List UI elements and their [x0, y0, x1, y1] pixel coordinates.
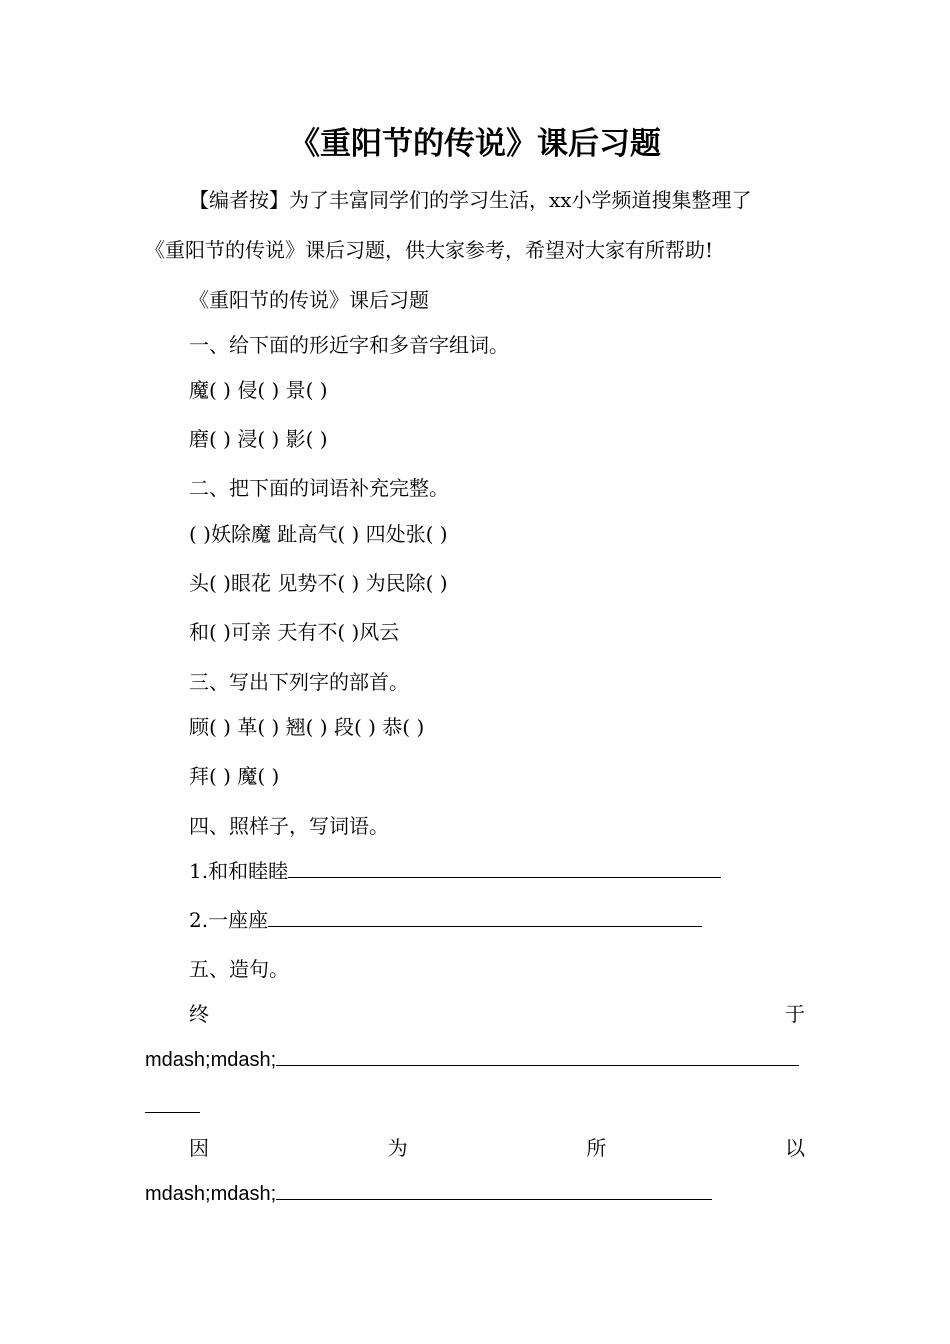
- answer-blank[interactable]: [268, 908, 702, 927]
- section1-row-2: 磨( ) 浸( ) 影( ): [189, 427, 328, 451]
- sentence-2-prompt: [189, 1136, 805, 1161]
- section5-heading: 五、造句。: [189, 957, 289, 981]
- answer-blank[interactable]: [288, 859, 721, 878]
- section2-heading: 二、把下面的词语补充完整。: [189, 476, 449, 500]
- sentence-2-line: [145, 1181, 712, 1207]
- sentence-2-char-1: 因: [189, 1136, 209, 1160]
- section3-row-1: 顾( ) 革( ) 翘( ) 段( ) 恭( ): [189, 715, 425, 739]
- answer-blank[interactable]: [145, 1094, 200, 1113]
- answer-blank[interactable]: [276, 1047, 799, 1066]
- intro-line-1: 【编者按】为了丰富同学们的学习生活，xx小学频道搜集整理了: [189, 188, 752, 212]
- section3-heading: 三、写出下列字的部首。: [189, 670, 409, 694]
- sentence-2-char-3: 所: [586, 1136, 607, 1160]
- section1-heading: 一、给下面的形近字和多音字组词。: [189, 333, 509, 357]
- sentence-1-prompt: [189, 1002, 805, 1027]
- section4-item-2-text: 2.一座座: [189, 908, 269, 932]
- sentence-1-line: [145, 1047, 799, 1073]
- sentence-1-line-2: [145, 1094, 200, 1119]
- answer-blank[interactable]: [276, 1181, 712, 1200]
- section1-row-1: 魔( ) 侵( ) 景( ): [189, 378, 328, 402]
- subtitle: 《重阳节的传说》课后习题: [189, 288, 429, 312]
- section2-row-2: 头( )眼花 见势不( ) 为民除( ): [189, 571, 448, 595]
- section2-row-1: ( )妖除魔 趾高气( ) 四处张( ): [189, 522, 448, 546]
- section2-row-3: 和( )可亲 天有不( )风云: [189, 620, 400, 644]
- sentence-1-dashes: mdash;mdash;: [145, 1049, 277, 1071]
- sentence-2-char-4: 以: [784, 1136, 805, 1160]
- sentence-2-char-2: 为: [387, 1136, 408, 1160]
- section4-item-1-text: 1.和和睦睦: [189, 859, 289, 883]
- section4-item-1: [189, 859, 721, 884]
- section4-heading: 四、照样子，写词语。: [189, 814, 389, 838]
- section4-item-2: [189, 908, 702, 933]
- sentence-2-dashes: mdash;mdash;: [145, 1183, 277, 1205]
- sentence-1-char-1: 终: [189, 1002, 209, 1026]
- intro-line-2: 《重阳节的传说》课后习题，供大家参考，希望对大家有所帮助!: [145, 238, 714, 262]
- section3-row-2: 拜( ) 魔( ): [189, 764, 280, 788]
- document-title: 《重阳节的传说》课后习题: [289, 126, 661, 162]
- sentence-1-char-2: 于: [785, 1002, 805, 1026]
